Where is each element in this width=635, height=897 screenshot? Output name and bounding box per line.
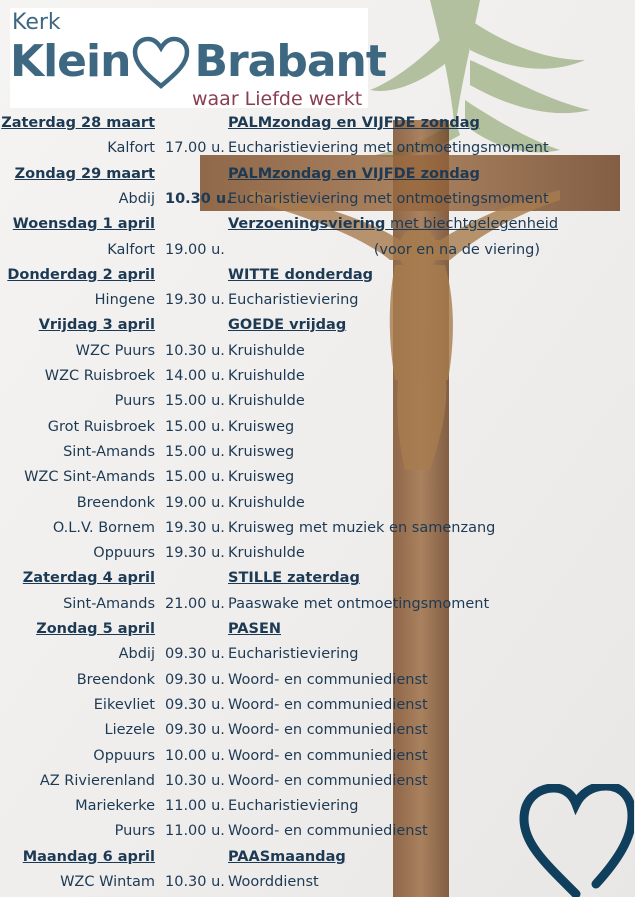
service-row bbox=[0, 238, 635, 263]
service-time: 11.00 u. bbox=[165, 823, 225, 840]
feast-title-extra: met biechtgelegenheid bbox=[385, 216, 559, 233]
service-description: Kruisweg bbox=[228, 469, 295, 486]
service-row bbox=[0, 668, 635, 693]
feast-title-main: PALMzondag en VIJFDE zondag bbox=[228, 115, 480, 131]
feast-title-main: STILLE zaterdag bbox=[228, 570, 360, 587]
service-location: Kalfort bbox=[107, 241, 155, 258]
service-row bbox=[0, 693, 635, 718]
day-date: Maandag 6 april bbox=[22, 848, 155, 865]
service-row bbox=[0, 491, 635, 516]
service-time: 10.30 u. bbox=[165, 190, 232, 207]
service-description: Kruishulde bbox=[228, 545, 305, 562]
service-description: Kruishulde bbox=[228, 342, 305, 359]
feast-title bbox=[228, 313, 346, 338]
feast-title bbox=[228, 617, 281, 642]
service-description: Woorddienst bbox=[228, 874, 319, 890]
service-location: Sint-Amands bbox=[63, 595, 155, 612]
service-row bbox=[0, 592, 635, 617]
feast-title-main: Verzoeningsviering bbox=[228, 216, 386, 233]
service-time: 09.30 u. bbox=[165, 722, 225, 739]
service-row bbox=[0, 136, 635, 161]
service-location: WZC Ruisbroek bbox=[44, 368, 155, 384]
day-header-row bbox=[0, 162, 635, 187]
service-time: 14.00 u. bbox=[165, 368, 225, 384]
service-row bbox=[0, 870, 635, 895]
logo-tagline: waar Liefde werkt bbox=[192, 88, 363, 110]
day-header-row bbox=[0, 111, 635, 136]
day-date: Zaterdag 28 maart bbox=[1, 115, 155, 131]
service-location: Mariekerke bbox=[75, 798, 155, 815]
service-time: 19.30 u. bbox=[165, 292, 225, 309]
service-time: 19.30 u. bbox=[165, 545, 225, 562]
service-location: Breendonk bbox=[76, 494, 155, 511]
logo-heart-icon bbox=[130, 36, 192, 90]
service-location: Oppuurs bbox=[93, 747, 155, 764]
service-description: Paaswake met ontmoetingsmoment bbox=[228, 595, 490, 612]
service-time: 10.30 u. bbox=[165, 772, 225, 789]
service-description: Kruisweg bbox=[228, 443, 295, 460]
feast-title bbox=[228, 566, 360, 591]
feast-title-main: PASEN bbox=[228, 621, 282, 637]
feast-title-main: WITTE donderdag bbox=[228, 266, 374, 283]
feast-title bbox=[228, 111, 480, 136]
day-date: Zondag 29 maart bbox=[14, 165, 155, 182]
logo-word-klein: Klein bbox=[10, 36, 131, 87]
service-description: Woord- en communiedienst bbox=[228, 696, 428, 713]
logo bbox=[10, 8, 386, 110]
service-location: O.L.V. Bornem bbox=[52, 519, 155, 536]
feast-title-main: GOEDE vrijdag bbox=[228, 317, 347, 334]
service-row bbox=[0, 744, 635, 769]
day-header-row bbox=[0, 313, 635, 338]
service-location: Puurs bbox=[114, 823, 155, 840]
day-header-row bbox=[0, 212, 635, 237]
service-location: Sint-Amands bbox=[63, 443, 155, 460]
feast-title-main: PAASmaandag bbox=[228, 848, 346, 865]
day-date: Zaterdag 4 april bbox=[22, 570, 155, 587]
service-time: 09.30 u. bbox=[165, 646, 225, 663]
service-time: 21.00 u. bbox=[165, 595, 225, 612]
service-row bbox=[0, 819, 635, 844]
feast-title-main: PALMzondag en VIJFDE zondag bbox=[228, 165, 480, 182]
service-location: Puurs bbox=[114, 393, 155, 410]
service-row bbox=[0, 541, 635, 566]
day-header-row bbox=[0, 566, 635, 591]
service-row bbox=[0, 389, 635, 414]
logo-kerk-text: Kerk bbox=[12, 10, 61, 35]
service-location: Liezele bbox=[104, 722, 155, 739]
service-description: Woord- en communiedienst bbox=[228, 823, 428, 840]
feast-title bbox=[228, 845, 346, 870]
service-time: 10.30 u. bbox=[165, 874, 225, 890]
service-time: 10.00 u. bbox=[165, 747, 225, 764]
day-header-row bbox=[0, 263, 635, 288]
service-location: Abdij bbox=[118, 646, 155, 663]
service-description: Eucharistieviering bbox=[228, 292, 359, 309]
service-row bbox=[0, 415, 635, 440]
service-row bbox=[0, 769, 635, 794]
day-header-row bbox=[0, 845, 635, 870]
service-location: Kalfort bbox=[107, 140, 155, 157]
service-location: Eikevliet bbox=[93, 696, 155, 713]
day-header-row bbox=[0, 617, 635, 642]
service-location: Oppuurs bbox=[93, 545, 155, 562]
service-row bbox=[0, 339, 635, 364]
service-location: WZC Sint-Amands bbox=[24, 469, 155, 486]
day-date: Donderdag 2 april bbox=[7, 266, 155, 283]
service-time: 15.00 u. bbox=[165, 469, 225, 486]
service-time: 11.00 u. bbox=[165, 798, 225, 815]
service-time: 17.00 u. bbox=[165, 140, 225, 157]
service-location: Breendonk bbox=[76, 671, 155, 688]
logo-word-brabant: Brabant bbox=[194, 36, 386, 87]
feast-title bbox=[228, 263, 373, 288]
service-time: 09.30 u. bbox=[165, 671, 225, 688]
service-time: 15.00 u. bbox=[165, 393, 225, 410]
service-time: 15.00 u. bbox=[165, 418, 225, 435]
service-description: Kruishulde bbox=[228, 393, 305, 410]
service-row bbox=[0, 794, 635, 819]
service-description: Kruisweg met muziek en samenzang bbox=[228, 519, 496, 536]
service-location: WZC Wintam bbox=[60, 874, 155, 890]
service-description: Eucharistieviering bbox=[228, 646, 359, 663]
service-location: Hingene bbox=[94, 292, 155, 309]
feast-title bbox=[228, 212, 558, 237]
day-date: Zondag 5 april bbox=[36, 621, 155, 637]
service-row bbox=[0, 718, 635, 743]
service-description: Eucharistieviering met ontmoetingsmoment bbox=[228, 190, 549, 207]
service-time: 10.30 u. bbox=[165, 342, 225, 359]
service-row bbox=[0, 187, 635, 212]
service-description: Eucharistieviering bbox=[228, 798, 359, 815]
day-date: Vrijdag 3 april bbox=[38, 317, 155, 334]
service-location: Abdij bbox=[118, 190, 155, 207]
service-description: Kruishulde bbox=[228, 494, 305, 511]
service-location: WZC Puurs bbox=[75, 342, 155, 359]
service-description: (voor en na de viering) bbox=[373, 241, 540, 258]
service-time: 15.00 u. bbox=[165, 443, 225, 460]
service-row bbox=[0, 440, 635, 465]
service-row bbox=[0, 642, 635, 667]
service-description: Kruisweg bbox=[228, 418, 295, 435]
service-description: Eucharistieviering met ontmoetingsmoment bbox=[228, 140, 549, 157]
service-description: Kruishulde bbox=[228, 368, 305, 384]
service-row bbox=[0, 516, 635, 541]
service-location: Grot Ruisbroek bbox=[47, 418, 155, 435]
service-row bbox=[0, 364, 635, 389]
service-description: Woord- en communiedienst bbox=[228, 671, 428, 688]
service-description: Woord- en communiedienst bbox=[228, 772, 428, 789]
service-row bbox=[0, 288, 635, 313]
service-description: Woord- en communiedienst bbox=[228, 722, 428, 739]
service-row bbox=[0, 465, 635, 490]
day-date: Woensdag 1 april bbox=[12, 216, 155, 233]
service-location: AZ Rivierenland bbox=[39, 772, 155, 789]
service-description: Woord- en communiedienst bbox=[228, 747, 428, 764]
logo-name bbox=[10, 36, 386, 90]
service-time: 19.30 u. bbox=[165, 519, 225, 536]
service-time: 09.30 u. bbox=[165, 696, 225, 713]
service-time: 19.00 u. bbox=[165, 241, 225, 258]
service-time: 19.00 u. bbox=[165, 494, 225, 511]
feast-title bbox=[228, 162, 480, 187]
